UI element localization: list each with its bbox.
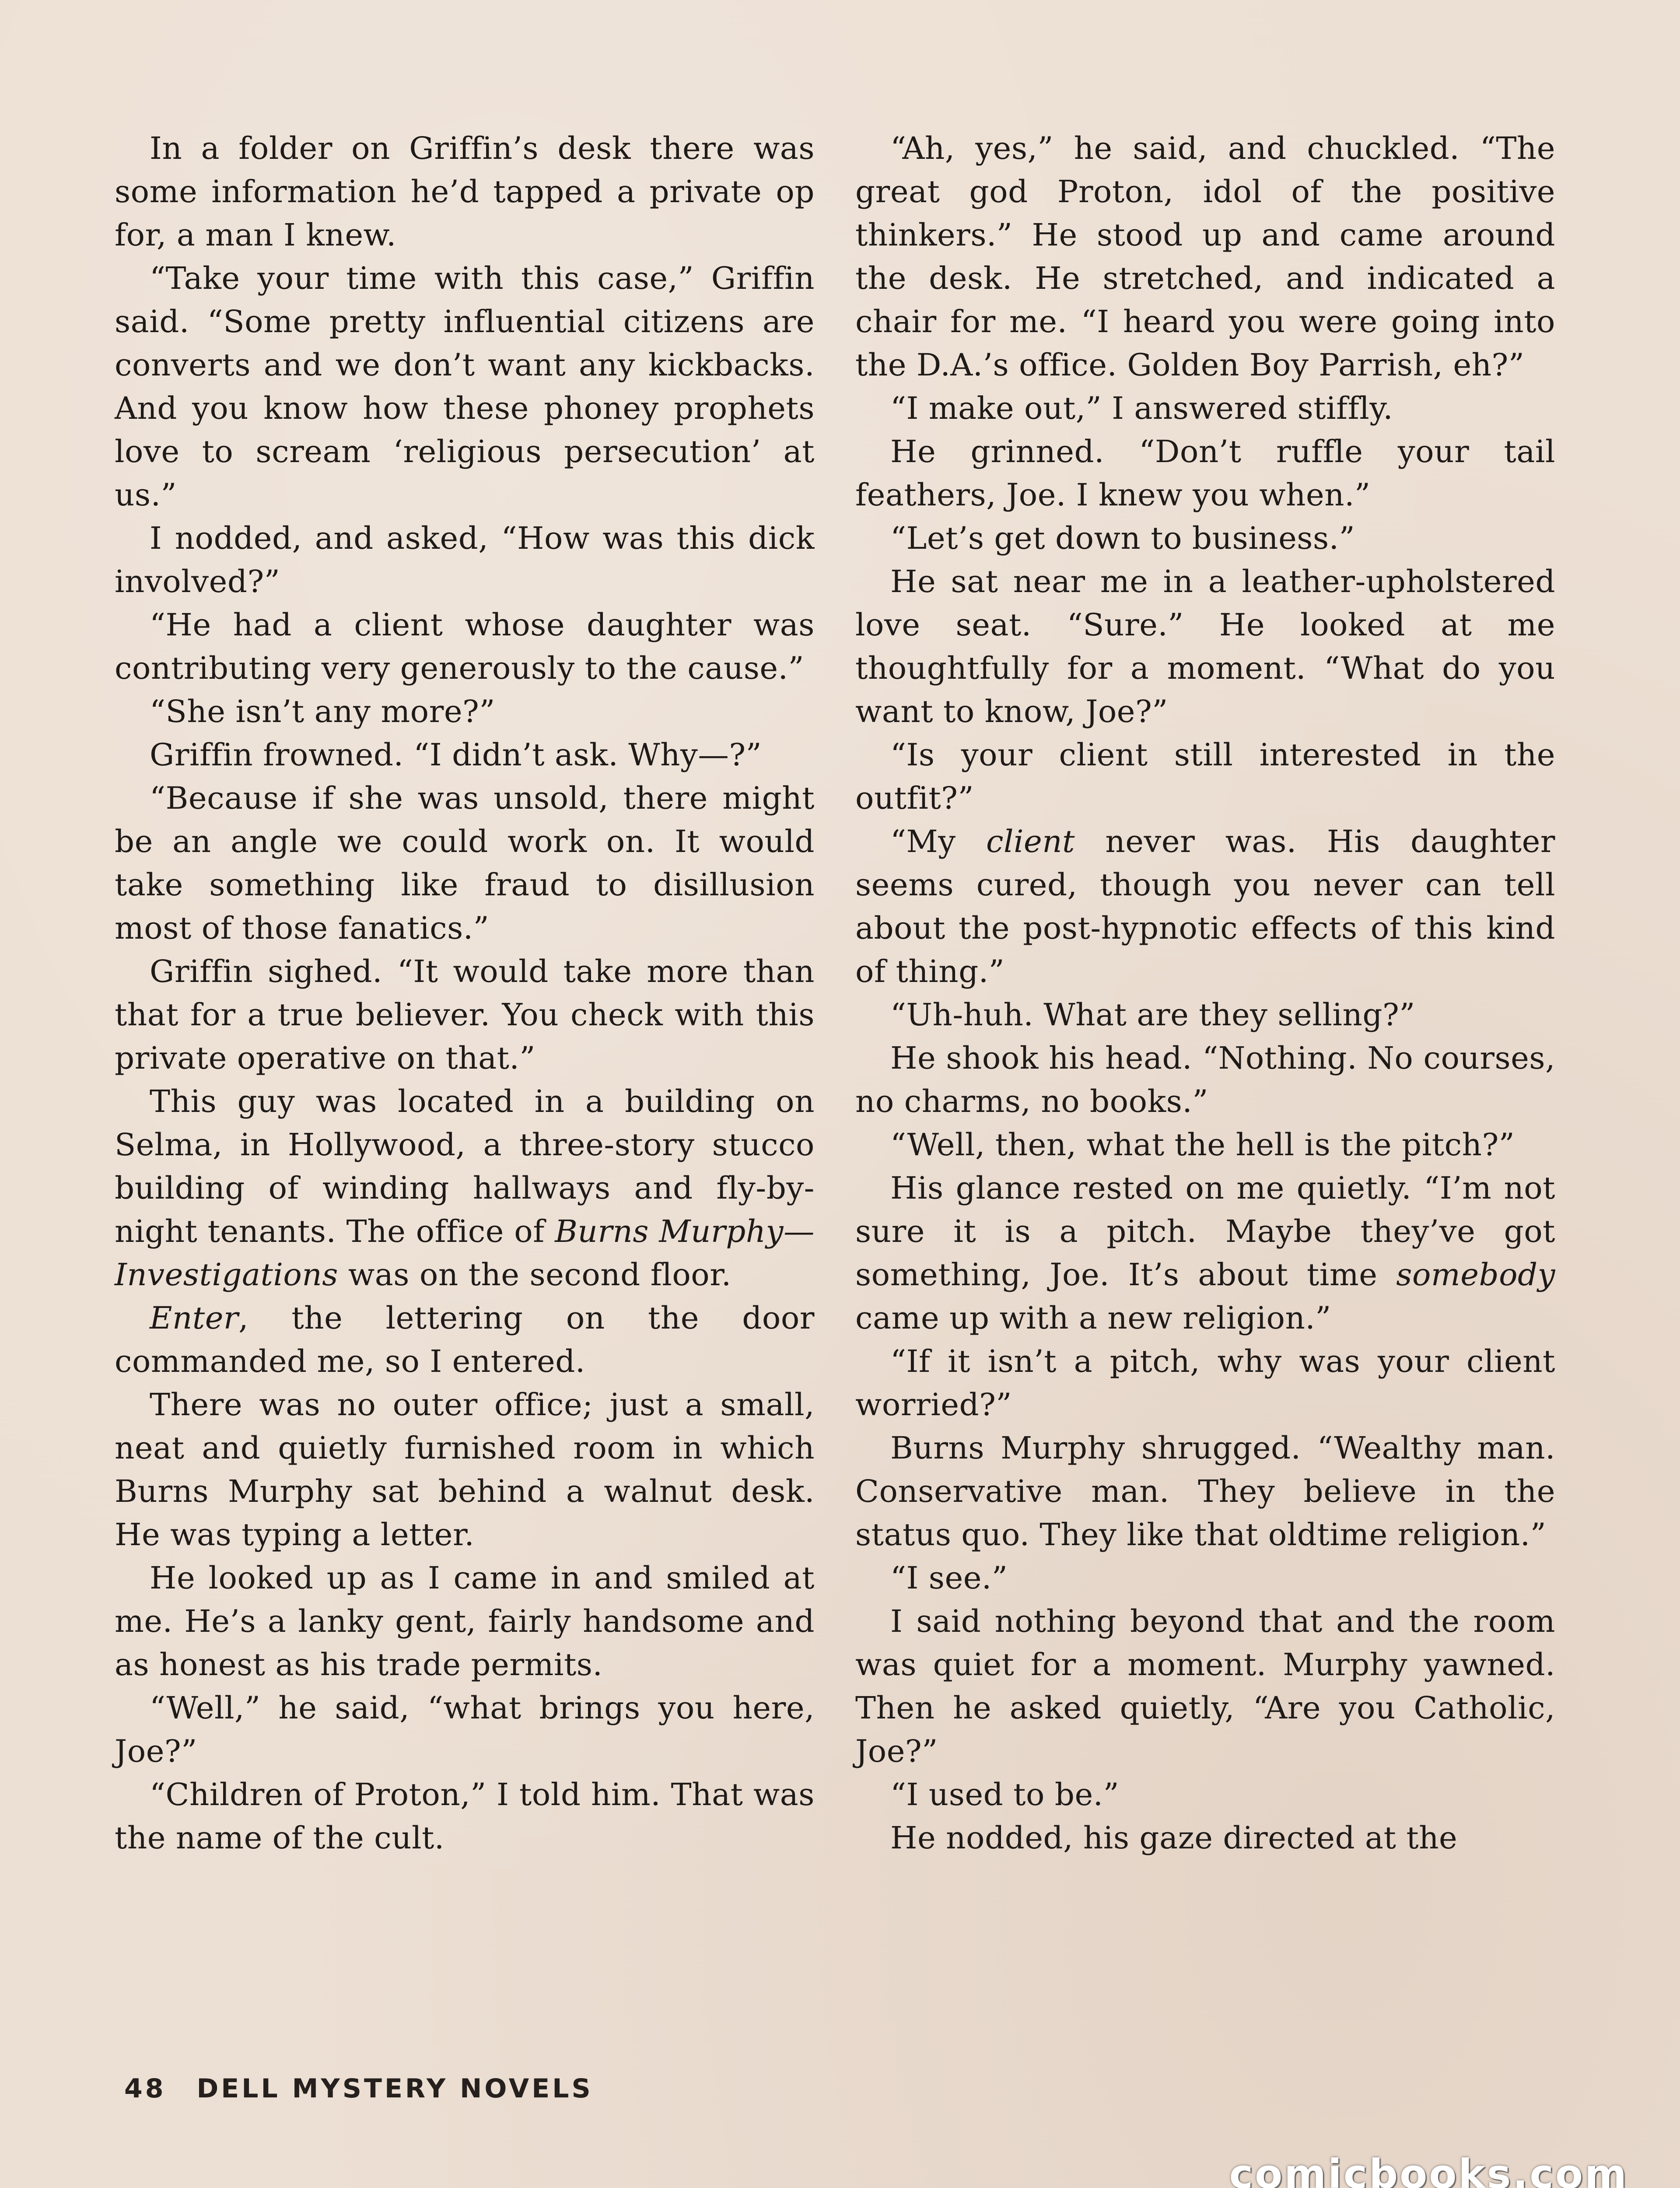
left-text-column	[115, 127, 815, 1860]
paragraph: “I make out,” I answered stiffly.	[890, 390, 1393, 426]
paragraph: Griffin frowned. “I didn’t ask. Why—?”	[150, 737, 762, 773]
paragraph: Enter, the lettering on the door commanded me, so I entered.	[115, 1300, 815, 1379]
paragraph: “Is your client still interested in the outfit?”	[855, 737, 1555, 816]
paragraph: “I used to be.”	[890, 1777, 1120, 1813]
paragraph: “He had a client whose daughter was contributing very generously to the cause.”	[115, 607, 815, 686]
paragraph: He grinned. “Don’t ruffle your tail feathers, Joe. I knew you when.”	[855, 434, 1555, 513]
paragraph: “My client never was. His daughter seems cured, though you never can tell about the post-hypnotic effects of this kind of thing.”	[855, 824, 1556, 989]
paragraph: I said nothing beyond that and the room was quiet for a moment. Murphy yawned. Then he asked quietly, “Are you Catholic, Joe?”	[855, 1603, 1555, 1769]
paragraph: He nodded, his gaze directed at the	[890, 1820, 1458, 1856]
paragraph: This guy was located in a building on Selma, in Hollywood, a three-story stucco building of winding hallways and fly-by-night tenants. The office of Burns Murphy—Investigations was on the second floor.	[115, 1083, 815, 1293]
page-number: 48	[124, 2073, 166, 2104]
paragraph: “Take your time with this case,” Griffin said. “Some pretty influential citizens are converts and we don’t want any kickbacks. And you know how these phoney prophets love to scream ‘religious persecution’ at us.”	[115, 260, 815, 513]
paragraph: “Uh-huh. What are they selling?”	[890, 997, 1415, 1033]
paragraph: “Well,” he said, “what brings you here, Joe?”	[115, 1690, 815, 1769]
paragraph: He shook his head. “Nothing. No courses, no charms, no books.”	[855, 1040, 1555, 1119]
paragraph: “I see.”	[890, 1560, 1008, 1596]
paragraph: Burns Murphy shrugged. “Wealthy man. Conservative man. They believe in the status quo. They like that oldtime religion.”	[855, 1430, 1555, 1553]
paragraph: “Let’s get down to business.”	[890, 520, 1355, 556]
paragraph: “Well, then, what the hell is the pitch?”	[890, 1127, 1515, 1163]
paragraph: He sat near me in a leather-upholstered love seat. “Sure.” He looked at me thoughtfully for a moment. “What do you want to know, Joe?”	[855, 564, 1555, 729]
publication-name: DELL MYSTERY NOVELS	[196, 2073, 593, 2104]
paragraph: “Children of Proton,” I told him. That was the name of the cult.	[115, 1777, 815, 1856]
paragraph: “If it isn’t a pitch, why was your client worried?”	[855, 1343, 1555, 1423]
paragraph: There was no outer office; just a small, neat and quietly furnished room in which Burns Murphy sat behind a walnut desk. He was typing a letter.	[115, 1387, 815, 1553]
paragraph: “She isn’t any more?”	[150, 694, 495, 729]
page-footer	[124, 2073, 593, 2104]
paragraph: Griffin sighed. “It would take more than that for a true believer. You check with this private operative on that.”	[115, 954, 815, 1076]
paragraph: “Because if she was unsold, there might be an angle we could work on. It would take something like fraud to disillusion most of those fanatics.”	[115, 780, 815, 946]
site-watermark: comicbooks.com	[1229, 2151, 1628, 2188]
paragraph: “Ah, yes,” he said, and chuckled. “The great god Proton, idol of the positive thinkers.” He stood up and came around the desk. He stretched, and indicated a chair for me. “I heard you were going into the D.A.’s office. Golden Boy Parrish, eh?”	[855, 130, 1555, 383]
paragraph: His glance rested on me quietly. “I’m not sure it is a pitch. Maybe they’ve got something, Joe. It’s about time somebody came up with a new religion.”	[855, 1170, 1555, 1336]
right-text-column	[855, 127, 1555, 1860]
paragraph: He looked up as I came in and smiled at me. He’s a lanky gent, fairly handsome and as honest as his trade permits.	[115, 1560, 815, 1683]
paragraph: In a folder on Griffin’s desk there was some information he’d tapped a private op for, a man I knew.	[115, 130, 815, 253]
paragraph: I nodded, and asked, “How was this dick involved?”	[115, 520, 815, 600]
